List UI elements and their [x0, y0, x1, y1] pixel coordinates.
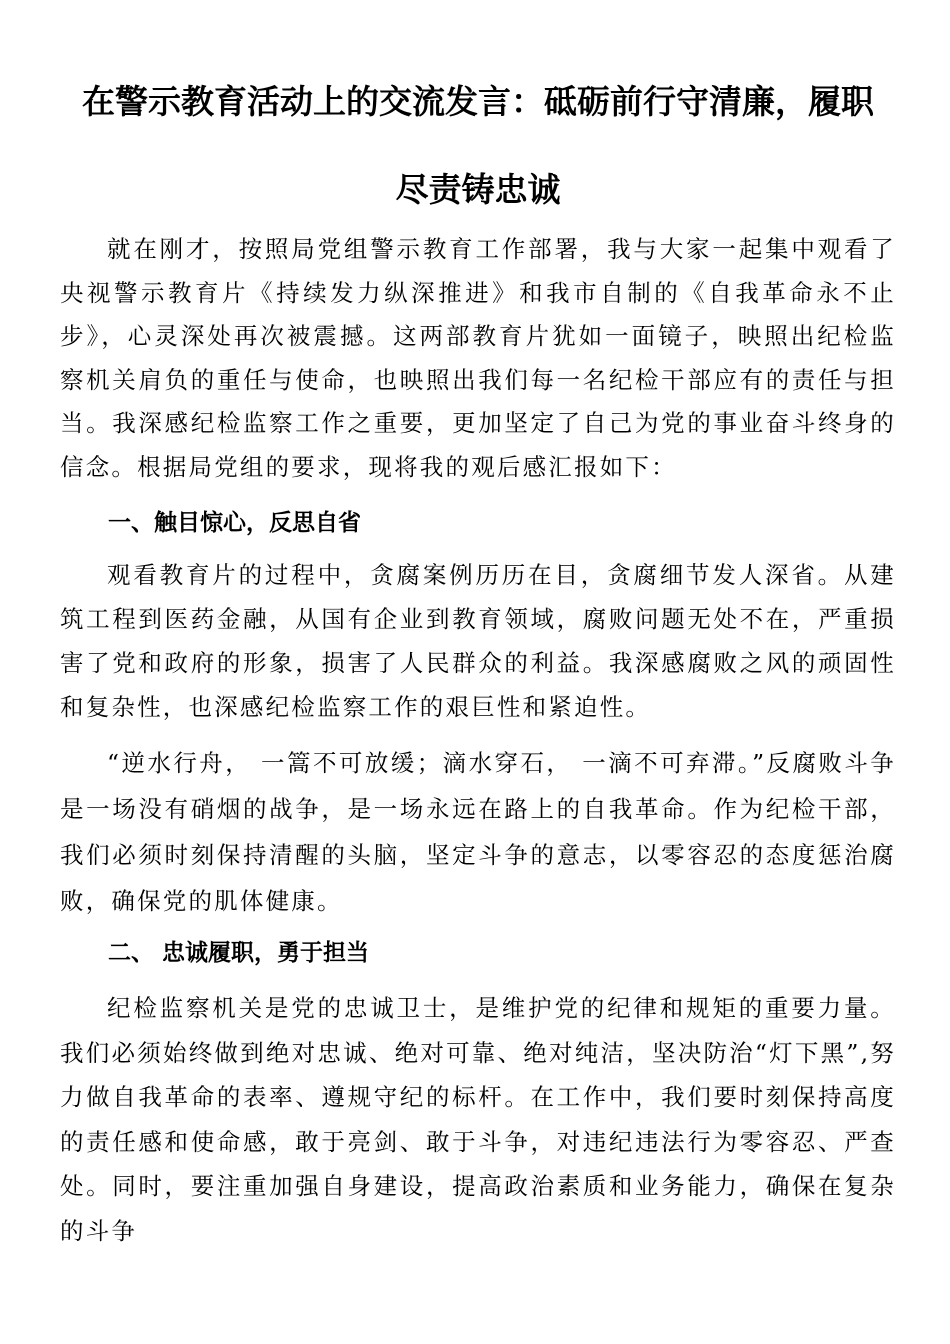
paragraph-section1-a: 观看教育片的过程中，贪腐案例历历在目，贪腐细节发人深省。从建筑工程到医药金融，从国有企业到教育领域，腐败问题无处不在，严重损害了党和政府的形象，损害了人民群众的利益。我深感腐败之风的顽固性和复杂性，也深感纪检监察工作的艰巨性和紧迫性。 [60, 561, 896, 721]
section-heading-2: 二、 忠诚履职，勇于担当 [108, 940, 370, 966]
paragraph-section1-b: “逆水行舟， 一篙不可放缓；滴水穿石， 一滴不可弃滞。”反腐败斗争是一场没有硝烟的战争，是一场永远在路上的自我革命。作为纪检干部，我们必须时刻保持清醒的头脑，坚定斗争的意志，以零容忍的态度惩治腐败，确保党的肌体健康。 [60, 749, 896, 915]
document-title-line1: 在警示教育活动上的交流发言：砥砺前行守清廉，履职 [82, 82, 874, 121]
paragraph-intro: 就在刚才，按照局党组警示教育工作部署，我与大家一起集中观看了央视警示教育片《持续发力纵深推进》和我市自制的《自我革命永不止步》，心灵深处再次被震撼。这两部教育片犹如一面镜子，映照出纪检监察机关肩负的重任与使命，也映照出我们每一名纪检干部应有的责任与担当。我深感纪检监察工作之重要，更加坚定了自己为党的事业奋斗终身的信念。根据局党组的要求，现将我的观后感汇报如下： [60, 235, 896, 481]
document-title-line2: 尽责铸忠诚 [395, 170, 561, 209]
paragraph-section2: 纪检监察机关是党的忠诚卫士，是维护党的纪律和规矩的重要力量。我们必须始终做到绝对忠诚、绝对可靠、绝对纯洁，坚决防治“灯下黑”,努力做自我革命的表率、遵规守纪的标杆。在工作中，我们要时刻保持高度的责任感和使命感，敢于亮剑、敢于斗争，对违纪违法行为零容忍、严查处。同时，要注重加强自身建设，提高政治素质和业务能力，确保在复杂的斗争 [60, 994, 896, 1245]
section-heading-1: 一、触目惊心，反思自省 [108, 510, 361, 536]
